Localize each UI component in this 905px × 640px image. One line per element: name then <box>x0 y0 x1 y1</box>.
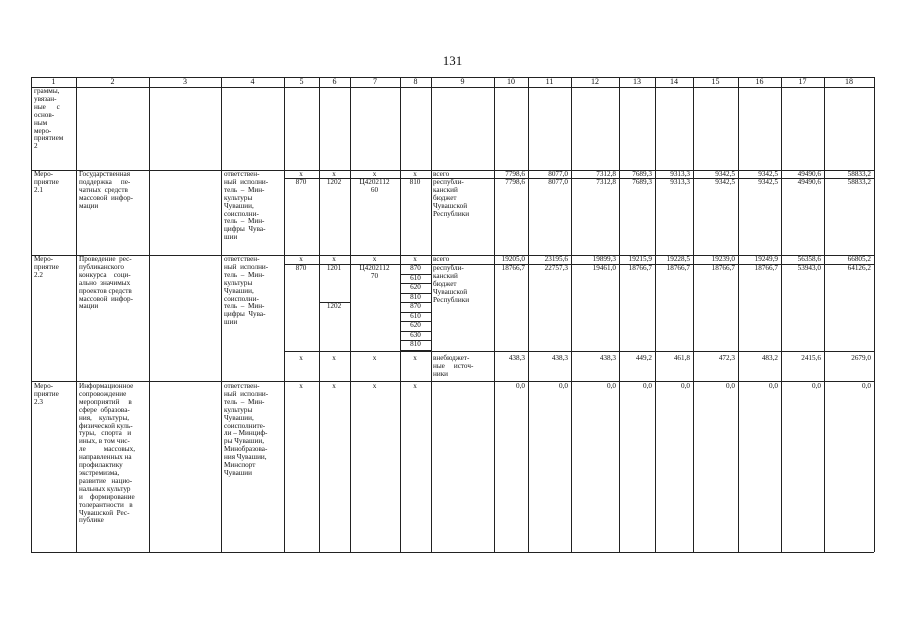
column-header-11: 11 <box>545 77 554 86</box>
m23-col10: 0,0 <box>516 382 525 390</box>
m23-col16: 0,0 <box>769 382 778 390</box>
column-header-12: 12 <box>591 77 599 86</box>
m21-rb-col17: 49490,6 <box>797 178 821 186</box>
column-header-4: 4 <box>250 77 255 86</box>
continuation-cell: граммы, увязан- ные с основ- ным меро- приятием 2 <box>34 87 64 151</box>
m22-vb-col17: 2415,6 <box>801 354 821 362</box>
m21-total-c7: x <box>372 170 377 178</box>
h-rule <box>31 255 874 256</box>
m22-total-col15: 19239,0 <box>711 255 735 263</box>
h-rule <box>400 293 431 294</box>
v-rule <box>31 77 32 552</box>
m21-rb-col16: 9342,5 <box>758 178 778 186</box>
m22-total-col16: 19249,9 <box>754 255 778 263</box>
m22-title: Проведение рес- публиканского конкурса соци- ально значимых проектов средств массовой инфор- мации <box>79 255 133 311</box>
v-rule <box>619 77 620 552</box>
column-header-16: 16 <box>755 77 764 86</box>
h-rule <box>284 264 874 265</box>
column-header-13: 13 <box>633 77 641 86</box>
m22-total-c8: x <box>413 255 417 263</box>
m22-rb-c8-item: 870 <box>410 264 421 272</box>
v-rule <box>319 77 320 552</box>
m22-vb-c6: x <box>332 354 336 362</box>
m22-total-c6: x <box>332 255 336 263</box>
column-header-5: 5 <box>299 77 304 86</box>
m22-total-col11: 23195,6 <box>544 255 568 263</box>
m22-total-c7: x <box>372 255 377 263</box>
m23-c5: x <box>299 382 303 390</box>
m23-col12: 0,0 <box>607 382 616 390</box>
m22-vb-c8: x <box>413 354 417 362</box>
m21-total-col13: 7689,3 <box>632 170 652 178</box>
m21-total-col17: 49490,6 <box>797 170 821 178</box>
m22-rb-c8-item: 630 <box>410 330 421 339</box>
m21-rb-col12: 7312,8 <box>596 178 616 186</box>
m22-rb-c8-item: 610 <box>410 311 421 320</box>
column-header-15: 15 <box>711 77 720 86</box>
v-rule <box>149 77 150 552</box>
m22-total-col13: 19215,9 <box>628 255 652 263</box>
h-rule <box>400 274 431 275</box>
v-rule <box>400 77 401 552</box>
h-rule <box>31 381 874 382</box>
m21-total-col16: 9342,5 <box>758 170 778 178</box>
column-header-2: 2 <box>110 77 115 86</box>
m22-rb-col15: 18766,7 <box>711 264 735 272</box>
m22-rb-c8-item: 620 <box>410 321 421 329</box>
m21-rb-col13: 7689,3 <box>632 178 652 186</box>
m21-total-c6: x <box>332 170 336 178</box>
v-rule <box>655 77 656 552</box>
m22-vb-col11: 438,3 <box>551 354 568 362</box>
m22-rb-c6b: 1202 <box>326 302 342 310</box>
v-rule <box>76 77 77 552</box>
m21-total-col12: 7312,8 <box>596 170 616 178</box>
m22-rb-c8-item: 870 <box>410 302 421 310</box>
m21-total-c5: x <box>299 170 303 178</box>
m22-rb-c8-item: 610 <box>410 273 421 282</box>
column-header-18: 18 <box>845 77 853 86</box>
m22-rb-c6a: 1201 <box>326 264 342 272</box>
column-header-17: 17 <box>798 77 807 86</box>
v-rule <box>528 77 529 552</box>
h-rule <box>284 178 874 179</box>
column-header-14: 14 <box>670 77 678 86</box>
m22-code: Меро- приятие 2.2 <box>34 255 59 279</box>
m23-col13: 0,0 <box>643 382 652 390</box>
v-rule <box>781 77 782 552</box>
m21-rb-col14: 9313,3 <box>670 178 690 186</box>
column-header-1: 1 <box>51 77 56 86</box>
m22-executors: ответствен- ный исполни- тель – Мин- культуры Чувашии, соисполни- тель – Мин- цифры Чува- шии <box>224 255 269 327</box>
column-header-9: 9 <box>460 77 465 86</box>
v-rule <box>874 77 875 552</box>
m22-total-col18: 66805,2 <box>847 255 871 263</box>
m23-col17: 0,0 <box>812 382 821 390</box>
m22-total-col17: 56358,6 <box>797 255 821 263</box>
m22-total-col10: 19205,0 <box>501 255 525 263</box>
m22-rb-c7: Ц4202112 70 <box>359 264 390 280</box>
h-rule <box>400 312 431 313</box>
m21-total-col14: 9313,3 <box>670 170 690 178</box>
h-rule <box>400 283 431 284</box>
m22-total-c9: всего <box>433 255 450 263</box>
column-header-7: 7 <box>373 77 377 86</box>
m21-total-col18: 58833,2 <box>847 170 871 178</box>
m22-rb-col10: 18766,7 <box>501 264 525 272</box>
m23-col15: 0,0 <box>726 382 735 390</box>
v-rule <box>824 77 825 552</box>
m21-total-c8: x <box>413 170 417 178</box>
v-rule <box>221 77 222 552</box>
m22-rb-col14: 18766,7 <box>666 264 690 272</box>
m22-rb-c8-item: 620 <box>410 283 421 291</box>
m23-executors: ответствен- ный исполни- тель – Мин- культуры Чувашии, соисполните- ли – Минциф- ры Чувашии, Минобразова- ния Чувашии, Минспорт Чувашии <box>224 382 269 477</box>
page-number: 131 <box>442 53 463 68</box>
m22-vb-col14: 461,8 <box>673 354 690 362</box>
h-rule <box>400 302 431 303</box>
m22-vb-c5: x <box>299 354 303 362</box>
m22-vb-col12: 438,3 <box>599 354 616 362</box>
h-rule <box>31 552 874 553</box>
m23-col18: 0,0 <box>862 382 871 390</box>
m23-col14: 0,0 <box>681 382 690 390</box>
m21-rb-col10: 7798,6 <box>505 178 525 186</box>
h-rule <box>400 340 431 341</box>
m22-rb-col11: 22757,3 <box>544 264 568 272</box>
m21-rb-col15: 9342,5 <box>715 178 735 186</box>
m22-total-col12: 19899,3 <box>592 255 616 263</box>
m23-col11: 0,0 <box>559 382 568 390</box>
h-rule <box>400 331 431 332</box>
m22-rb-c5: 870 <box>295 264 307 272</box>
h-rule <box>284 351 874 352</box>
m22-vb-col16: 483,2 <box>761 354 778 362</box>
column-header-8: 8 <box>413 77 418 86</box>
m22-vb-col10: 438,3 <box>508 354 525 362</box>
m22-rb-c9: республи- канский бюджет Чувашской Республики <box>433 264 470 304</box>
m22-rb-c8-item: 810 <box>410 292 421 301</box>
h-rule <box>400 321 431 322</box>
m21-rb-col11: 8077,0 <box>548 178 568 186</box>
v-rule <box>431 77 432 552</box>
m23-c6: x <box>332 382 336 390</box>
h-rule <box>31 77 874 78</box>
m21-rb-c6: 1202 <box>326 178 342 186</box>
m21-rb-c8: 810 <box>409 178 421 186</box>
m22-total-c5: x <box>299 255 303 263</box>
m22-vb-col15: 472,3 <box>718 354 735 362</box>
v-rule <box>284 77 285 552</box>
m21-code: Меро- приятие 2.1 <box>34 170 59 194</box>
h-rule <box>319 302 350 303</box>
column-header-6: 6 <box>332 77 337 86</box>
m22-rb-c8-item: 810 <box>410 340 421 348</box>
m22-vb-col18: 2679,0 <box>851 354 871 362</box>
m22-vb-c7: x <box>372 354 377 362</box>
v-rule <box>693 77 694 552</box>
v-rule <box>494 77 495 552</box>
m22-rb-col12: 19461,0 <box>592 264 616 272</box>
m22-total-col14: 19228,5 <box>666 255 690 263</box>
m21-total-col11: 8077,0 <box>548 170 568 178</box>
m22-rb-col13: 18766,7 <box>628 264 652 272</box>
m23-c8: x <box>413 382 417 390</box>
column-header-3: 3 <box>183 77 187 86</box>
column-header-10: 10 <box>507 77 515 86</box>
m22-vb-c9: внебюджет- ные источ- ники <box>433 354 474 378</box>
m21-total-c9: всего <box>433 170 450 178</box>
v-rule <box>738 77 739 552</box>
m21-total-col15: 9342,5 <box>715 170 735 178</box>
h-rule <box>31 87 874 88</box>
m21-title: Государственная поддержка пе- чатных средств массовой инфор- мации <box>79 170 133 210</box>
m21-executors: ответствен- ный исполни- тель – Мин- культуры Чувашии, соисполни- тель – Мин- цифры Чува- шии <box>224 170 269 242</box>
m21-rb-c7: Ц4202112 60 <box>359 178 390 194</box>
m23-c7: x <box>372 382 377 390</box>
m22-vb-col13: 449,2 <box>635 354 652 362</box>
h-rule <box>31 170 874 171</box>
v-rule <box>571 77 572 552</box>
m21-total-col10: 7798,6 <box>505 170 525 178</box>
m23-code: Меро- приятие 2.3 <box>34 382 59 406</box>
m22-rb-col18: 64126,2 <box>847 264 871 272</box>
m21-rb-col18: 58833,2 <box>847 178 871 186</box>
m23-title: Информационное сопровождение мероприятий в сфере образова- ния, культуры, физической куль- туры, спорта и иных, в том чис- ле массовых, направленных на профилактику экстремизма, развитие нацио- нальных культур и формирование толерантности в Чувашской Рес- публике <box>79 382 136 525</box>
v-rule <box>350 77 351 552</box>
m21-rb-c5: 870 <box>295 178 307 186</box>
m22-rb-col16: 18766,7 <box>754 264 778 272</box>
m22-rb-col17: 53943,0 <box>797 264 821 272</box>
m21-rb-c9: республи- канский бюджет Чувашской Республики <box>433 178 470 218</box>
